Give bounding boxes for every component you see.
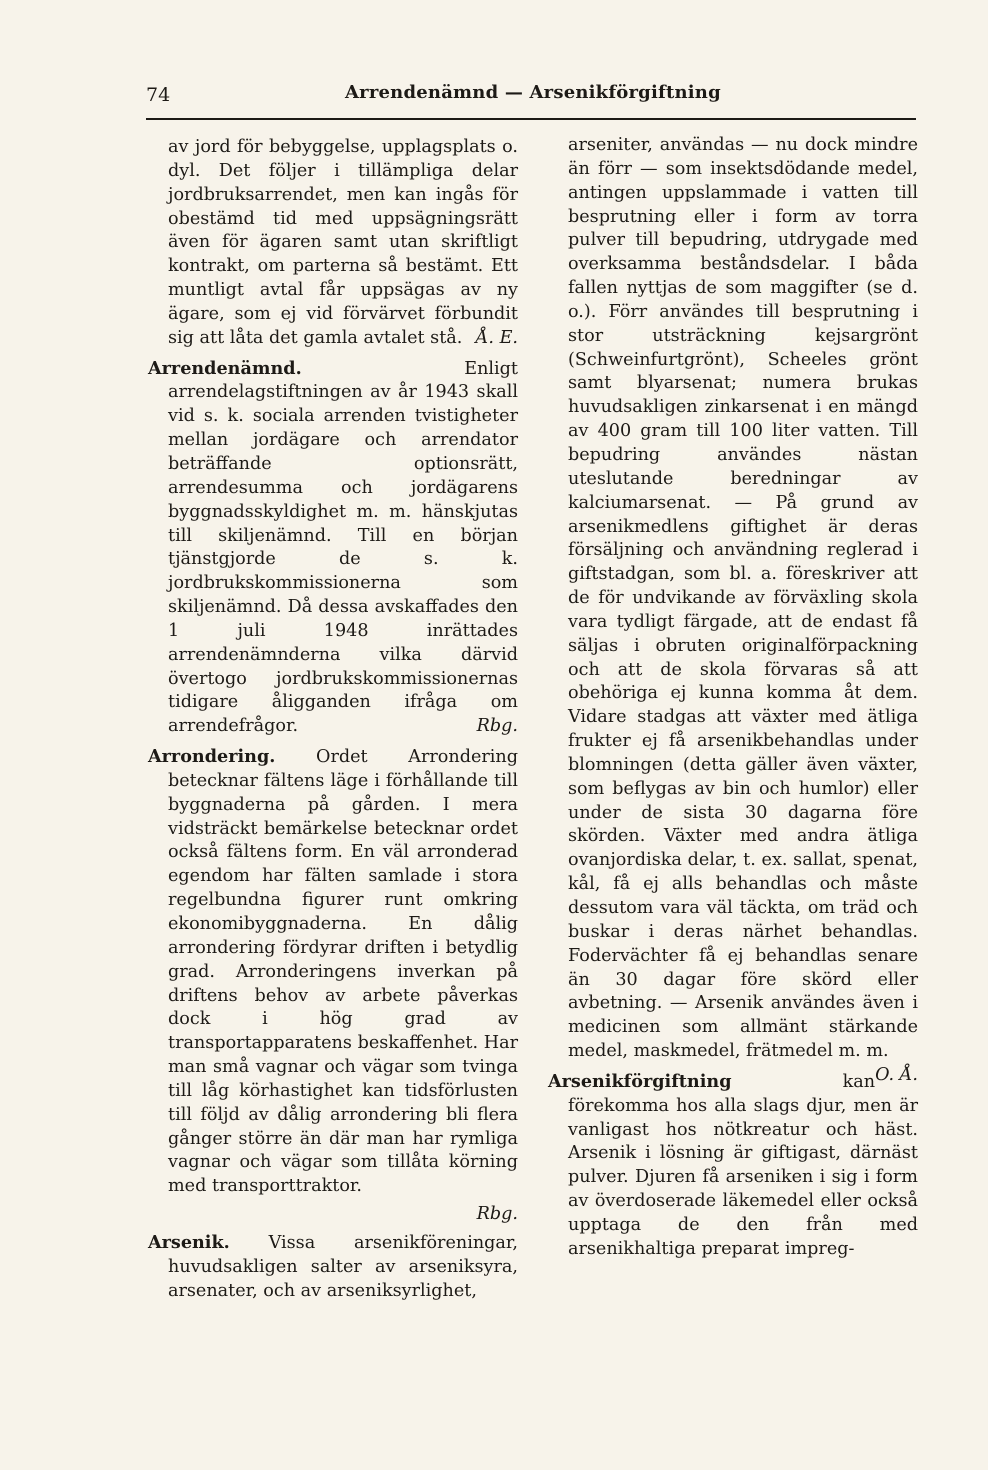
header-rule <box>146 118 916 120</box>
continuation-paragraph <box>168 136 518 351</box>
entry-text: Enligt arrendelagstiftningen av år 1943 skall vid s. k. sociala arrenden tvistigheter mellan jordägare och arrendator beträffande optionsrätt, arrendesumma och jordägarens byggnadsskyldighet m. m. hänskjutas till skiljenämnd. Till en början tjänstgjorde de s. k. jordbrukskommissionerna som skiljenämnd. Då dessa avskaffades den 1 juli 1948 inrättades arrendenämnderna vilka därvid övertogo jordbrukskommissionernas tidigare åligganden ifråga om arrendefrågor. <box>168 358 518 737</box>
right-column <box>548 134 918 1268</box>
entry-headword: Arrendenämnd. <box>148 357 302 379</box>
author-signature: Rbg. <box>476 1204 518 1225</box>
entry-text: kan förekomma hos alla slags djur, men är vanligast hos nötkreatur och häst. Arsenik i lösning är giftigast, därnäst pulver. Djuren få arseniken i sig i form av överdoserade läkemedel eller också upptaga de den från med arsenikhaltiga preparat impreg- <box>568 1071 918 1259</box>
page-number: 74 <box>146 84 171 106</box>
entry-text: Ordet Arrondering betecknar fältens läge i förhållande till byggnaderna på gården. I mera vidsträckt bemärkelse betecknar ordet också fältens form. En väl arronderad egendom har fälten samlade i stora regelbundna figurer runt omkring ekonomibyggnaderna. En dålig arrondering fördyrar driften i betydlig grad. Arronderingens inverkan på driftens behov av arbete påverkas dock i hög grad av transportapparatens beskaffenhet. Har man små vagnar och vägar som tvinga till låg körhastighet kan tidsförlusten till följd av dålig arrondering bli flera gånger större än där man har rymliga vagnar och vägar som tillåta körning med transporttraktor. <box>168 747 518 1197</box>
entry-arrondering <box>148 745 518 1199</box>
entry-arsenik <box>148 1231 518 1304</box>
author-signature: Å. E. <box>475 327 518 348</box>
running-title: Arrendenämnd — Arsenikförgiftning <box>345 82 721 103</box>
left-column <box>148 136 518 1310</box>
continuation-text: arseniter, användas — nu dock mindre än förr — som insektsdödande medel, antingen uppslammade i vatten till besprutning eller i form av torra pulver till bepudring, utdrygade med overksamma beståndsdelar. I båda fallen nyttjas de som maggifter (se d. o.). Förr användes till besprutning i stor utsträckning kejsargrönt (Schweinfurtgrönt), Scheeles grönt samt blyarsenat; numera brukas huvudsakligen zinkarsenat i en mängd av 400 gram till 100 liter vatten. Till bepudring användes nästan uteslutande beredningar av kalciumarsenat. — På grund av arsenikmedlens giftighet är deras försäljning och användning reglerad i giftstadgan, som bl. a. föreskriver att de för undvikande av förväxling skola vara tydligt färgade, att de endast få säljas i obruten originalförpackning och att de skola förvaras så att obehöriga ej kunna komma åt dem. Vidare stadgas att växter med ätliga frukter ej få arsenikbehandlas under blomningen (detta gäller även växter, som beflygas av bin och humlor) eller under de sista 30 dagarna före skörden. Växter med andra ätliga ovanjordiska delar, t. ex. sallat, spenat, kål, få ej alls behandlas och måste dessutom vara väl täckta, om träd och buskar i deras närhet behandlas. Fodervächter få ej behandlas senare än 30 dagar före skörd eller avbetning. — Arsenik användes även i medicinen som allmänt stärkande medel, maskmedel, frätmedel m. m. <box>568 135 918 1062</box>
entry-arrendenamnd <box>148 357 518 740</box>
continuation-text: av jord för bebyggelse, upplagsplats o. dyl. Det följer i tillämpliga delar jordbruksarrendet, men kan ingås för obestämd tid med uppsägningsrätt även för ägaren samt utan skriftligt kontrakt, om parterna så bestämt. Ett muntligt avtal får uppsägas av ny ägare, som ej vid förvärvet förbundit sig att låta det gamla avtalet stå. <box>168 137 518 348</box>
author-signature: O. Å. <box>875 1064 918 1085</box>
entry-headword: Arrondering. <box>148 746 276 768</box>
entry-headword: Arsenik. <box>148 1231 230 1253</box>
entry-arsenikforgiftning <box>548 1070 918 1262</box>
entry-headword: Arsenikförgiftning <box>548 1070 732 1092</box>
entry-text: Vissa arsenikföreningar, huvudsakligen salter av arseniksyra, arsenater, och av arseniksyrlighet, <box>168 1232 518 1301</box>
author-signature: Rbg. <box>476 716 518 737</box>
